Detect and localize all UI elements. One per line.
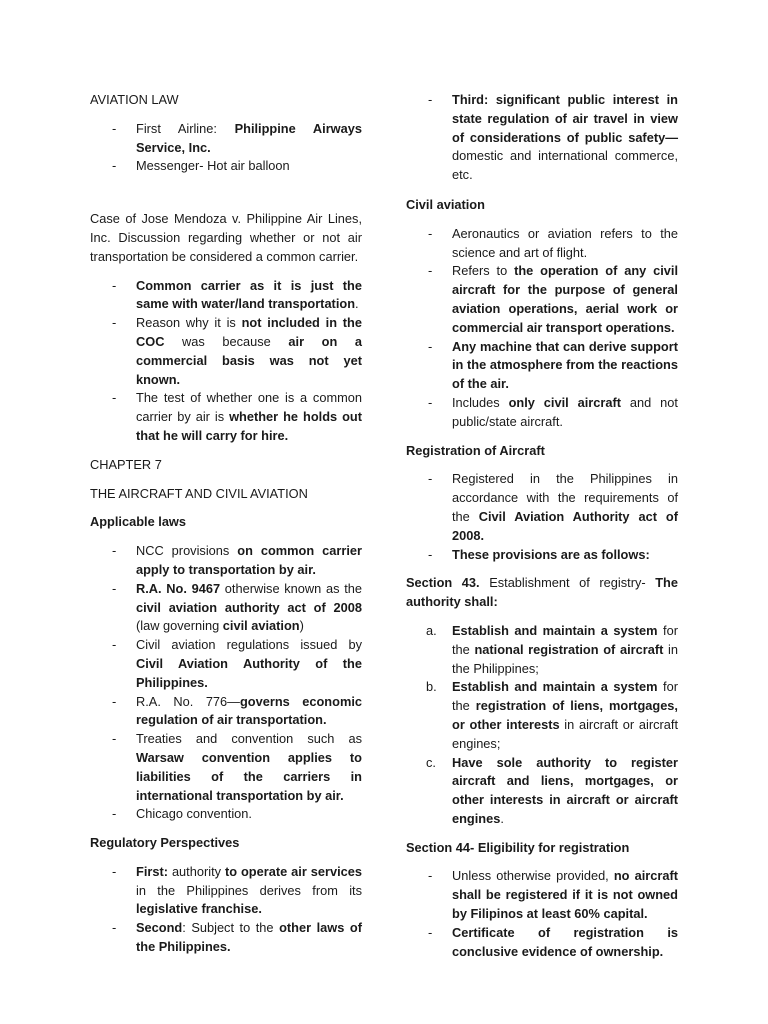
list-item — [90, 314, 362, 389]
list-item — [406, 924, 678, 962]
list-marker: - — [112, 390, 117, 406]
list-marker: - — [428, 924, 433, 940]
text-run: Civil aviation regulations issued by — [136, 637, 362, 653]
list-marker: - — [112, 543, 117, 559]
text-run: otherwise known as the — [220, 580, 362, 596]
bold-text: Have sole authority to register aircraft and liens, mortgages, or other interests in aircraft or aircraft engines — [452, 754, 678, 826]
text-run: for the — [452, 679, 678, 714]
text-run: domestic and international commerce, etc. — [452, 148, 678, 183]
section-44-heading: Section 44- Eligibility for registration — [406, 839, 630, 855]
text-run: R.A. No. 776— — [136, 693, 240, 709]
bold-text: only civil aircraft — [508, 394, 621, 410]
list-marker: - — [428, 394, 433, 410]
list-item — [90, 730, 362, 805]
list-marker: - — [428, 338, 433, 354]
list-item — [406, 546, 678, 565]
text-run: in aircraft or aircraft engines; — [452, 716, 679, 751]
list-item — [406, 678, 678, 753]
bold-text: the operation of any civil aircraft for the purpose of general aviation operations, aerial work or commercial air transport operations. — [452, 263, 678, 335]
section-43-paragraph — [406, 574, 678, 612]
list-item — [90, 636, 362, 692]
bold-text: Philippine Airways Service, Inc. — [136, 120, 362, 155]
bold-text: Common carrier as it is just the same with water/land transportation — [136, 277, 362, 312]
section-43-list — [406, 622, 678, 829]
list-item — [406, 262, 678, 337]
list-marker: - — [112, 693, 117, 709]
text-run: Aeronautics or aviation refers to the science and art of flight. — [452, 225, 678, 260]
text-run: in the Philippines derives from its — [136, 882, 362, 898]
list-marker: - — [112, 731, 117, 747]
bold-text: Section 43. — [406, 575, 480, 591]
list-marker: - — [112, 920, 117, 936]
bold-text: Any machine that can derive support in the atmosphere from the reactions of the air. — [452, 338, 678, 392]
list-marker: - — [112, 158, 117, 174]
list-marker: c. — [426, 754, 436, 770]
bold-text: Certificate of registration is conclusive evidence of ownership. — [452, 924, 678, 959]
applicable-laws-list — [90, 542, 362, 824]
applicable-laws-heading: Applicable laws — [90, 514, 187, 530]
bold-text: These provisions are as follows: — [452, 546, 650, 562]
list-marker: - — [428, 546, 433, 562]
registration-list — [406, 470, 678, 564]
text-run: (law governing — [136, 618, 223, 634]
bold-text: whether he holds out that he will carry for hire. — [136, 409, 362, 443]
text-run: ) — [299, 618, 304, 634]
text-run: Establishment of registry- — [479, 575, 656, 591]
list-marker: b. — [426, 679, 437, 695]
text-run: for the — [452, 622, 678, 657]
list-marker: - — [112, 277, 117, 293]
bold-text: registration of liens, mortgages, or other interests — [452, 698, 678, 732]
list-item — [406, 225, 678, 263]
list-marker: - — [112, 120, 117, 136]
list-marker: - — [428, 471, 433, 487]
list-item — [90, 863, 362, 919]
bold-text: Warsaw convention applies to liabilities of the carriers in international transportation by air. — [136, 749, 362, 803]
regulatory-heading: Regulatory Perspectives — [90, 835, 240, 851]
bold-text: R.A. No. 9467 — [136, 580, 221, 596]
list-item — [90, 157, 362, 176]
list-item — [406, 867, 678, 923]
text-run: . — [500, 810, 504, 826]
list-item — [90, 120, 362, 158]
text-run: Registered in the Philippines in accordance with the requirements of the — [452, 471, 678, 524]
list-marker: - — [112, 315, 117, 331]
bold-text: legislative franchise. — [136, 901, 262, 917]
text-run: . — [355, 296, 359, 312]
list-marker: - — [428, 263, 433, 279]
bold-text: not included in the COC — [136, 315, 362, 349]
list-item — [90, 919, 362, 957]
list-item — [406, 754, 678, 829]
list-item — [90, 580, 362, 636]
text-run: First Airline: — [136, 120, 235, 136]
list-item — [90, 542, 362, 580]
list-item — [406, 394, 678, 432]
document-title: AVIATION LAW — [90, 92, 179, 107]
text-run: Refers to — [452, 263, 515, 279]
civil-aviation-heading: Civil aviation — [406, 196, 485, 212]
bold-text: First: — [136, 863, 168, 879]
regulatory-list — [90, 863, 362, 957]
third-perspective-list — [406, 91, 678, 185]
bold-text: civil aviation — [222, 618, 300, 634]
registration-heading: Registration of Aircraft — [406, 442, 545, 458]
list-item — [406, 91, 678, 185]
list-marker: - — [112, 806, 117, 822]
bold-text: Civil Aviation Authority act of 2008. — [452, 508, 678, 543]
bold-text: air on a commercial basis was not yet known. — [136, 333, 362, 387]
left-column — [90, 91, 362, 957]
text-run: The test of whether one is a common carrier by air is — [136, 390, 362, 425]
bold-text: to operate air services — [224, 863, 362, 879]
bold-text: The authority shall: — [406, 575, 678, 610]
bold-text: Establish and maintain a system — [452, 622, 658, 638]
list-marker: - — [112, 580, 117, 596]
list-marker: a. — [426, 622, 437, 638]
text-run: was because — [164, 333, 289, 349]
text-run: : Subject to the — [182, 920, 280, 936]
bold-text: national registration of aircraft — [474, 641, 664, 657]
list-item — [406, 470, 678, 545]
list-marker: - — [112, 863, 117, 879]
section-44-list — [406, 867, 678, 961]
chapter-label: CHAPTER 7 — [90, 456, 162, 472]
text-run: and not public/state aircraft. — [452, 394, 678, 429]
intro-list — [90, 120, 362, 176]
list-marker: - — [428, 225, 433, 241]
text-run: NCC provisions — [136, 543, 238, 559]
bold-text: Civil Aviation Authority of the Philippines. — [136, 655, 362, 690]
list-item — [90, 277, 362, 315]
list-item — [90, 389, 362, 445]
list-item — [406, 338, 678, 394]
bold-text: other laws of the Philippines. — [136, 920, 362, 955]
civil-aviation-list — [406, 225, 678, 432]
list-item — [406, 622, 678, 678]
chapter-title: THE AIRCRAFT AND CIVIL AVIATION — [90, 485, 308, 501]
case-list — [90, 277, 362, 446]
bold-text: Third: significant public interest in state regulation of air travel in view of considerations of public safety— — [452, 92, 678, 145]
list-marker: - — [428, 92, 433, 107]
bold-text: civil aviation authority act of 2008 — [136, 599, 362, 615]
list-marker: - — [112, 637, 117, 653]
list-item — [90, 693, 362, 731]
text-run: Reason why it is — [136, 315, 242, 331]
text-run: Messenger- Hot air balloon — [136, 158, 290, 174]
list-marker: - — [428, 868, 433, 884]
text-run: in the Philippines; — [452, 641, 678, 676]
text-run: authority — [168, 863, 225, 879]
right-column — [406, 91, 678, 961]
text-run: Unless otherwise provided, — [452, 868, 614, 884]
bold-text: Establish and maintain a system — [452, 679, 658, 695]
bold-text: governs economic regulation of air transportation. — [136, 693, 362, 728]
bold-text: on common carrier apply to transportation by air. — [136, 543, 362, 577]
list-item — [90, 805, 362, 824]
bold-text: Second — [136, 920, 183, 936]
case-paragraph: Case of Jose Mendoza v. Philippine Air Lines, Inc. Discussion regarding whether or not air transportation be considered a common carrier. — [90, 211, 362, 264]
bold-text: no aircraft shall be registered if it is not owned by Filipinos at least 60% capital. — [452, 868, 678, 922]
text-run: Treaties and convention such as — [136, 731, 362, 747]
text-run: Includes — [452, 394, 509, 410]
text-run: Chicago convention. — [136, 806, 252, 822]
